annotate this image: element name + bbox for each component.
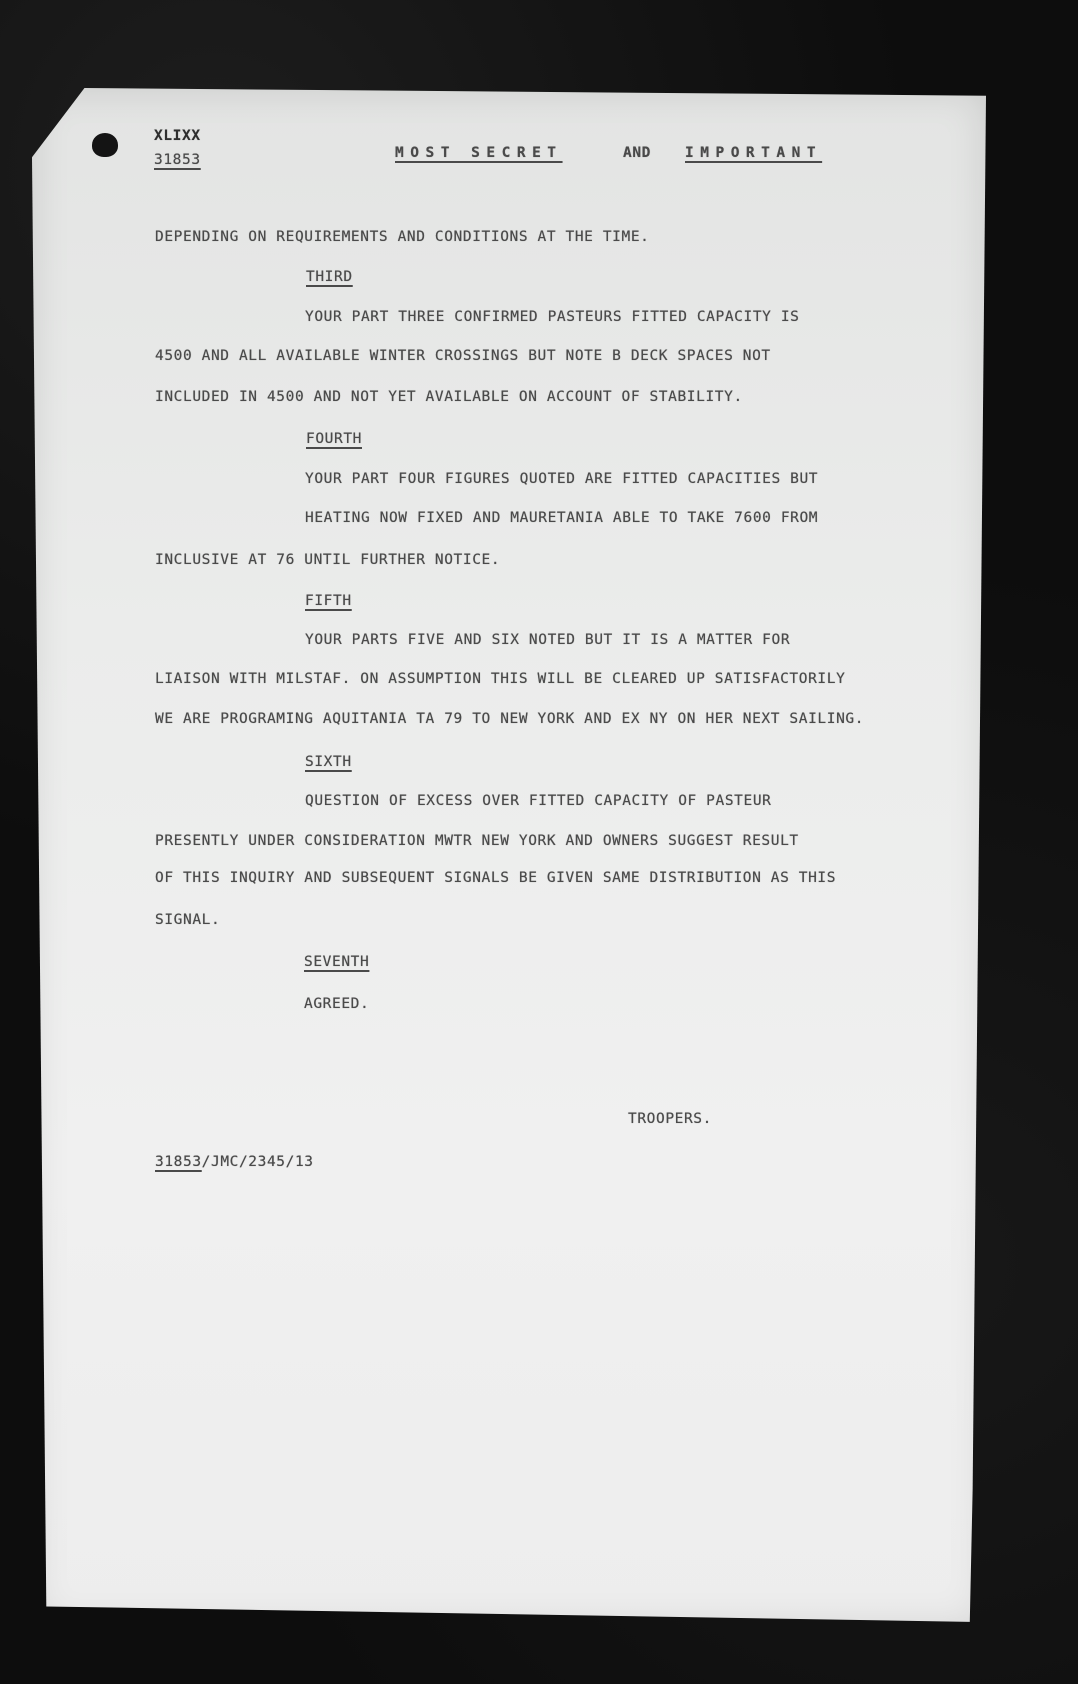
body-line: YOUR PART FOUR FIGURES QUOTED ARE FITTED CAPACITIES BUT bbox=[305, 471, 819, 487]
struck-number: XLIXX bbox=[154, 128, 201, 144]
body-line: WE ARE PROGRAMING AQUITANIA TA 79 TO NEW YORK AND EX NY ON HER NEXT SAILING. bbox=[155, 711, 865, 727]
section-heading-fourth: FOURTH bbox=[306, 431, 362, 447]
body-line: AGREED. bbox=[304, 996, 370, 1012]
body-line: INCLUSIVE AT 76 UNTIL FURTHER NOTICE. bbox=[155, 552, 501, 568]
body-line: LIAISON WITH MILSTAF. ON ASSUMPTION THIS WILL BE CLEARED UP SATISFACTORILY bbox=[155, 671, 846, 687]
section-heading-seventh: SEVENTH bbox=[304, 954, 370, 970]
body-line: YOUR PART THREE CONFIRMED PASTEURS FITTED CAPACITY IS bbox=[305, 309, 800, 325]
signature: TROOPERS. bbox=[628, 1111, 712, 1127]
body-line: PRESENTLY UNDER CONSIDERATION MWTR NEW YORK AND OWNERS SUGGEST RESULT bbox=[155, 833, 799, 849]
classification-and: AND bbox=[623, 145, 651, 161]
body-line: SIGNAL. bbox=[155, 912, 221, 928]
reference-rest: /JMC/2345/13 bbox=[201, 1154, 314, 1170]
reference-number: 31853 bbox=[155, 1154, 202, 1170]
section-heading-third: THIRD bbox=[306, 269, 353, 285]
classification-most-secret: MOST SECRET bbox=[395, 145, 563, 161]
body-line: QUESTION OF EXCESS OVER FITTED CAPACITY OF PASTEUR bbox=[305, 793, 772, 809]
body-line: YOUR PARTS FIVE AND SIX NOTED BUT IT IS A MATTER FOR bbox=[305, 632, 791, 648]
body-line: INCLUDED IN 4500 AND NOT YET AVAILABLE ON ACCOUNT OF STABILITY. bbox=[155, 389, 743, 405]
section-heading-fifth: FIFTH bbox=[305, 593, 352, 609]
body-line: OF THIS INQUIRY AND SUBSEQUENT SIGNALS BE GIVEN SAME DISTRIBUTION AS THIS bbox=[155, 870, 837, 886]
body-line: HEATING NOW FIXED AND MAURETANIA ABLE TO TAKE 7600 FROM bbox=[305, 510, 819, 526]
punch-hole bbox=[92, 133, 118, 157]
file-number: 31853 bbox=[154, 152, 201, 168]
classification-important: IMPORTANT bbox=[685, 145, 823, 161]
body-line: 4500 AND ALL AVAILABLE WINTER CROSSINGS BUT NOTE B DECK SPACES NOT bbox=[155, 348, 771, 364]
reference-line bbox=[155, 1155, 314, 1170]
section-heading-sixth: SIXTH bbox=[305, 754, 352, 770]
body-line: DEPENDING ON REQUIREMENTS AND CONDITIONS AT THE TIME. bbox=[155, 229, 650, 245]
